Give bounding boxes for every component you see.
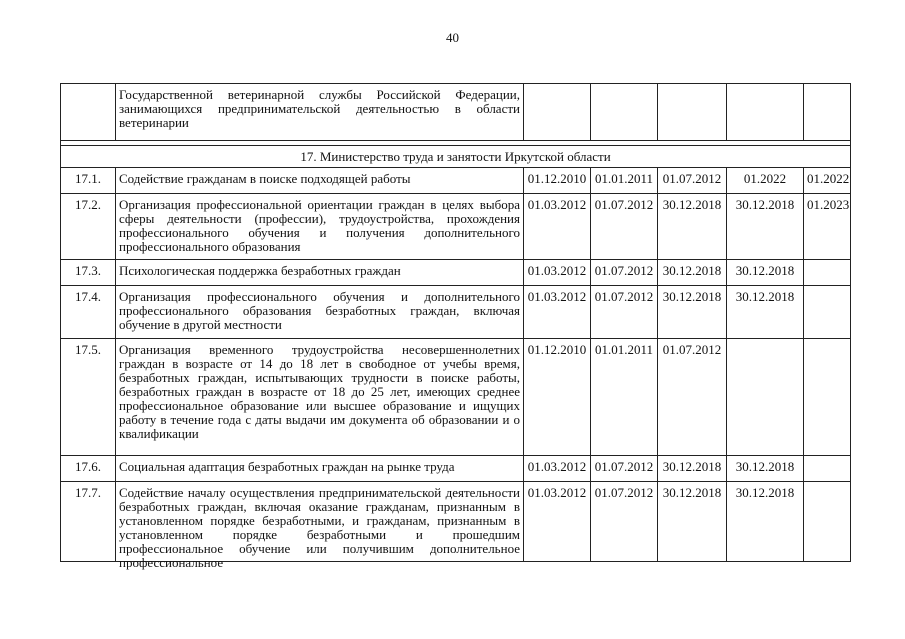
table-row (61, 456, 851, 482)
page-number: 40 (446, 30, 459, 45)
row-description: Психологическая поддержка безработных граждан (116, 260, 524, 286)
date-cell (804, 286, 851, 339)
date-cell: 30.12.2018 (727, 286, 804, 339)
row-description: Государственной ветеринарной службы Российской Федерации, занимающихся предпринимательской деятельностью в области ветеринарии (116, 84, 524, 141)
table-row (61, 260, 851, 286)
table-row-continued (61, 84, 851, 141)
table-row (61, 194, 851, 260)
row-number (61, 84, 116, 141)
date-cell (804, 456, 851, 482)
date-cell: 30.12.2018 (727, 456, 804, 482)
date-cell (804, 84, 851, 141)
row-description: Организация временного трудоустройства несовершеннолетних граждан в возрасте от 14 до 18 лет в свободное от учебы время, безработных граждан, испытывающих трудности в поиске работы, безработных граждан в возрасте от 18 до 25 лет, имеющих среднее профессиональное образование или высшее образование и ищущих работу в течение года с даты выдачи им документа об образовании и о квалификации (116, 339, 524, 456)
date-cell: 01.03.2012 (524, 194, 591, 260)
row-number: 17.6. (61, 456, 116, 482)
row-number: 17.5. (61, 339, 116, 456)
section-title: 17. Министерство труда и занятости Иркутской области (61, 146, 851, 168)
date-cell: 01.07.2012 (591, 260, 658, 286)
services-table (60, 83, 851, 570)
date-cell: 01.03.2012 (524, 260, 591, 286)
row-number: 17.2. (61, 194, 116, 260)
table-row (61, 482, 851, 562)
date-cell: 01.12.2010 (524, 168, 591, 194)
date-cell (658, 84, 727, 141)
row-description: Содействие началу осуществления предпринимательской деятельности безработных граждан, включая оказание гражданам, признанным в установленном порядке безработными, и гражданам, признанным в установленном порядке безработными и прошедшим профессиональное обучение или получившим дополнительное профессиональное (119, 485, 520, 570)
row-description: Содействие гражданам в поиске подходящей работы (116, 168, 524, 194)
date-cell: 01.01.2011 (591, 339, 658, 456)
row-description: Социальная адаптация безработных граждан на рынке труда (116, 456, 524, 482)
date-cell: 30.12.2018 (658, 456, 727, 482)
section-header-row (61, 146, 851, 168)
date-cell (804, 260, 851, 286)
date-cell: 30.12.2018 (658, 194, 727, 260)
date-cell: 01.07.2012 (591, 456, 658, 482)
date-cell: 01.07.2012 (658, 168, 727, 194)
date-cell (727, 84, 804, 141)
table-row (61, 339, 851, 456)
date-cell: 01.07.2012 (591, 194, 658, 260)
date-cell (804, 482, 851, 562)
row-number: 17.3. (61, 260, 116, 286)
date-cell (727, 339, 804, 456)
date-cell: 01.03.2012 (524, 482, 591, 562)
date-cell: 30.12.2018 (727, 260, 804, 286)
date-cell (524, 84, 591, 141)
date-cell (804, 339, 851, 456)
date-cell: 01.12.2010 (524, 339, 591, 456)
date-cell (591, 84, 658, 141)
date-cell: 30.12.2018 (727, 482, 804, 562)
row-number: 17.4. (61, 286, 116, 339)
date-cell: 01.07.2012 (658, 339, 727, 456)
date-cell: 01.07.2012 (591, 482, 658, 562)
row-description: Организация профессиональной ориентации граждан в целях выбора сферы деятельности (профессии), трудоустройства, прохождения профессионального обучения и получения дополнительного профессионального образования (116, 194, 524, 260)
table-row (61, 286, 851, 339)
row-description-cell (116, 482, 524, 570)
date-cell: 01.03.2012 (524, 286, 591, 339)
date-cell: 01.03.2012 (524, 456, 591, 482)
date-cell: 30.12.2018 (658, 260, 727, 286)
date-cell: 30.12.2018 (727, 194, 804, 260)
date-cell: 01.07.2012 (591, 286, 658, 339)
date-cell: 01.01.2011 (591, 168, 658, 194)
date-cell: 01.2023 (804, 194, 851, 260)
date-cell: 01.2022 (727, 168, 804, 194)
row-number: 17.1. (61, 168, 116, 194)
row-description: Организация профессионального обучения и дополнительного профессионального образования безработных граждан, включая обучение в другой местности (116, 286, 524, 339)
date-cell: 30.12.2018 (658, 286, 727, 339)
row-number: 17.7. (61, 482, 116, 562)
date-cell: 30.12.2018 (658, 482, 727, 562)
table-row (61, 168, 851, 194)
date-cell: 01.2022 (804, 168, 851, 194)
